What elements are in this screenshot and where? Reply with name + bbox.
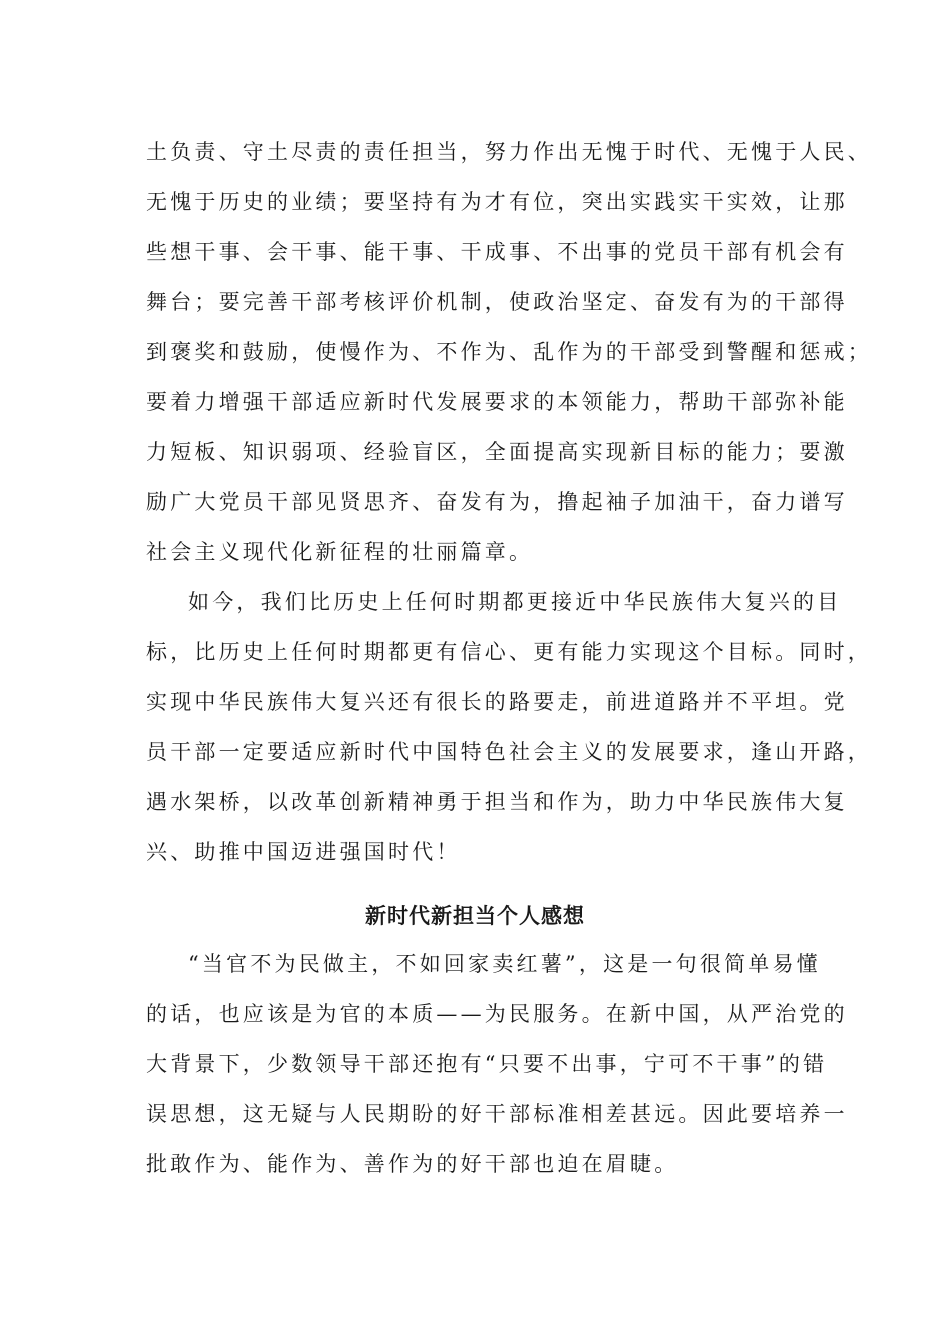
paragraph-line: 要着力增强干部适应新时代发展要求的本领能力，帮助干部弥补能 <box>146 390 848 414</box>
paragraph-line: 遇水架桥，以改革创新精神勇于担当和作为，助力中华民族伟大复 <box>146 790 848 814</box>
paragraph-line: “当官不为民做主，不如回家卖红薯”，这是一句很简单易懂 <box>188 952 821 976</box>
paragraph-line: 如今，我们比历史上任何时期都更接近中华民族伟大复兴的目 <box>188 590 842 614</box>
paragraph-line: 的话，也应该是为官的本质——为民服务。在新中国，从严治党的 <box>146 1002 848 1026</box>
section-heading: 新时代新担当个人感想 <box>365 904 585 928</box>
paragraph-line: 励广大党员干部见贤思齐、奋发有为，撸起袖子加油干，奋力谱写 <box>146 490 848 514</box>
paragraph-line: 批敢作为、能作为、善作为的好干部也迫在眉睫。 <box>146 1152 679 1176</box>
paragraph-line: 兴、助推中国迈进强国时代！ <box>146 840 461 864</box>
paragraph-line: 舞台；要完善干部考核评价机制，使政治坚定、奋发有为的干部得 <box>146 290 848 314</box>
paragraph-line: 员干部一定要适应新时代中国特色社会主义的发展要求，逢山开路， <box>146 740 872 764</box>
paragraph-line: 土负责、守土尽责的责任担当，努力作出无愧于时代、无愧于人民、 <box>146 140 872 164</box>
paragraph-line: 到褒奖和鼓励，使慢作为、不作为、乱作为的干部受到警醒和惩戒； <box>146 340 872 364</box>
paragraph-line: 大背景下，少数领导干部还抱有“只要不出事，宁可不干事”的错 <box>146 1052 828 1076</box>
paragraph-line: 标，比历史上任何时期都更有信心、更有能力实现这个目标。同时， <box>146 640 872 664</box>
paragraph-line: 社会主义现代化新征程的壮丽篇章。 <box>146 540 534 564</box>
paragraph-line: 无愧于历史的业绩；要坚持有为才有位，突出实践实干实效，让那 <box>146 190 848 214</box>
paragraph-line: 力短板、知识弱项、经验盲区，全面提高实现新目标的能力；要激 <box>146 440 848 464</box>
paragraph-line: 实现中华民族伟大复兴还有很长的路要走，前进道路并不平坦。党 <box>146 690 848 714</box>
paragraph-line: 些想干事、会干事、能干事、干成事、不出事的党员干部有机会有 <box>146 240 848 264</box>
paragraph-line: 误思想，这无疑与人民期盼的好干部标准相差甚远。因此要培养一 <box>146 1102 848 1126</box>
